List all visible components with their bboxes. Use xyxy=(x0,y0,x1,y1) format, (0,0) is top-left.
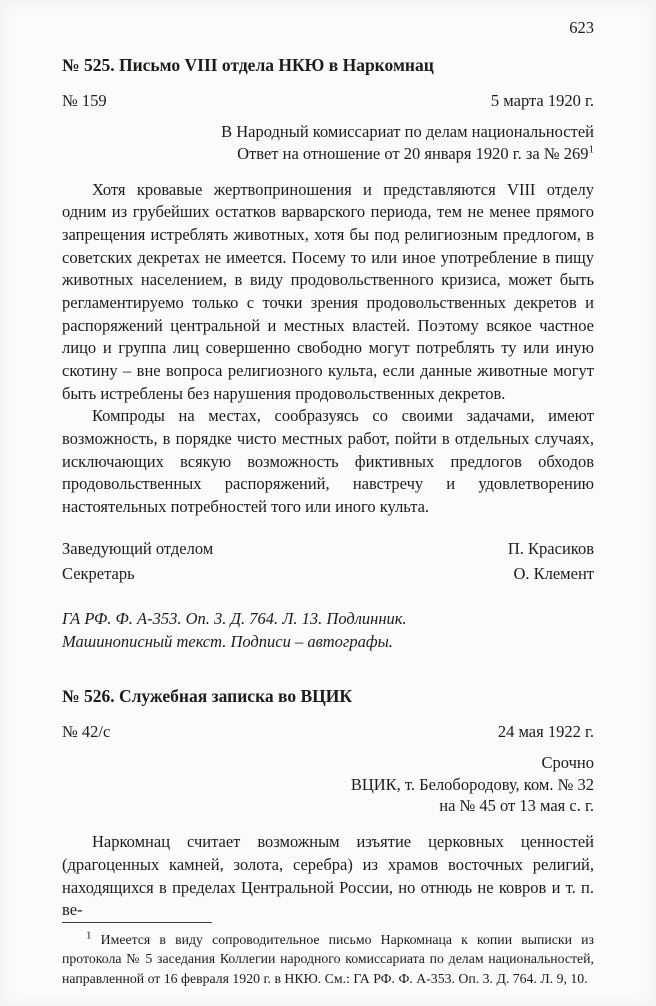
source-line2: Машинописный текст. Подписи – автографы. xyxy=(62,631,393,651)
doc2-heading: № 526. Служебная записка во ВЦИК xyxy=(62,685,353,706)
footnote-body: Имеется в виду сопроводительное письмо Наркомнаца к копии выписки из протокола № 5 заседания Коллегии народного комиссариата по делам национальностей, направленной от 16 февраля 1920 г. в НКЮ. См.: ГА РФ. Ф. А-353. Оп. 3. Д. 764. Л. 9, 10. xyxy=(62,931,594,986)
doc2-addressee-line3: на № 45 от 13 мая с. г. xyxy=(439,796,594,816)
doc2-date: 24 мая 1922 г. xyxy=(497,721,594,741)
doc2-number: № 42/с xyxy=(62,721,111,741)
footnote-area xyxy=(62,922,594,988)
doc2-addressee-line2: ВЦИК, т. Белобородову, ком. № 32 xyxy=(350,774,594,794)
signature-name: П. Красиков xyxy=(507,538,594,558)
doc1-addressee-line2-text: Ответ на отношение от 20 января 1920 г. за № 269 xyxy=(237,143,589,163)
doc2-paragraph-1: Наркомнац считает возможным изъятие церковных ценностей (драгоценных камней, золота, серебра) из храмов восточных религий, находящихся в пределах Центральной России, но отнюдь не ковров и т. п. ве- xyxy=(62,832,594,920)
doc2-addressee-line1: Срочно xyxy=(541,752,594,772)
footnote-marker: 1 xyxy=(86,929,92,942)
footnote xyxy=(62,930,594,988)
doc1-paragraph-2: Компроды на местах, сообразуясь со своими задачами, имеют возможность, в порядке чисто местных работ, пойти в отдельных случаях, исключающих всякую возможность фиктивных предлогов обходов продовольственных распоряжений, навстречу и удовлетворению настоятельных потребностей того или иного культа. xyxy=(62,406,594,517)
footnote-ref-mark: 1 xyxy=(588,143,594,156)
signature-name: О. Клемент xyxy=(513,563,594,583)
source-line1: ГА РФ. Ф. А-353. Оп. 3. Д. 764. Л. 13. Подлинник. xyxy=(62,609,407,629)
doc1-archive-source xyxy=(62,608,594,653)
doc1-number-date-row xyxy=(62,90,594,112)
doc1-addressee-line1: В Народный комиссариат по делам национальностей xyxy=(221,122,594,142)
doc1-signatures xyxy=(62,537,594,587)
doc1-addressee-line2 xyxy=(62,143,594,165)
signature-title: Заведующий отделом xyxy=(62,538,214,558)
doc1-addressee xyxy=(62,121,594,165)
doc1-number: № 159 xyxy=(62,90,107,110)
doc1-date: 5 марта 1920 г. xyxy=(490,90,594,110)
doc2-addressee xyxy=(62,752,594,817)
page-number: 623 xyxy=(569,18,594,37)
doc1-paragraph-1: Хотя кровавые жертвоприношения и представляются VIII отделу одним из грубейших остатков варварского периода, тем не менее прямого запрещения истреблять животных, хотя бы под религиозным предлогом, в советских декретах не имеется. Посему то или иное употребление в пищу животных населением, в виду продовольственного кризиса, может быть регламентируемо только с точки зрения продовольственных декретов и распоряжений центральной и местных властей. Поэтому всякое частное лицо и группа лиц совершенно свободно могут потреблять ту или иную скотину – вне вопроса религиозного культа, если данные животные могут быть истреблены без нарушения продовольственных декретов. xyxy=(62,179,594,403)
doc1-heading: № 525. Письмо VIII отдела НКЮ в Наркомнац xyxy=(62,55,434,75)
signature-row xyxy=(62,562,594,587)
signature-title: Секретарь xyxy=(62,563,135,583)
doc2-number-date-row xyxy=(62,721,594,743)
signature-row xyxy=(62,537,594,562)
footnote-rule xyxy=(62,922,212,923)
